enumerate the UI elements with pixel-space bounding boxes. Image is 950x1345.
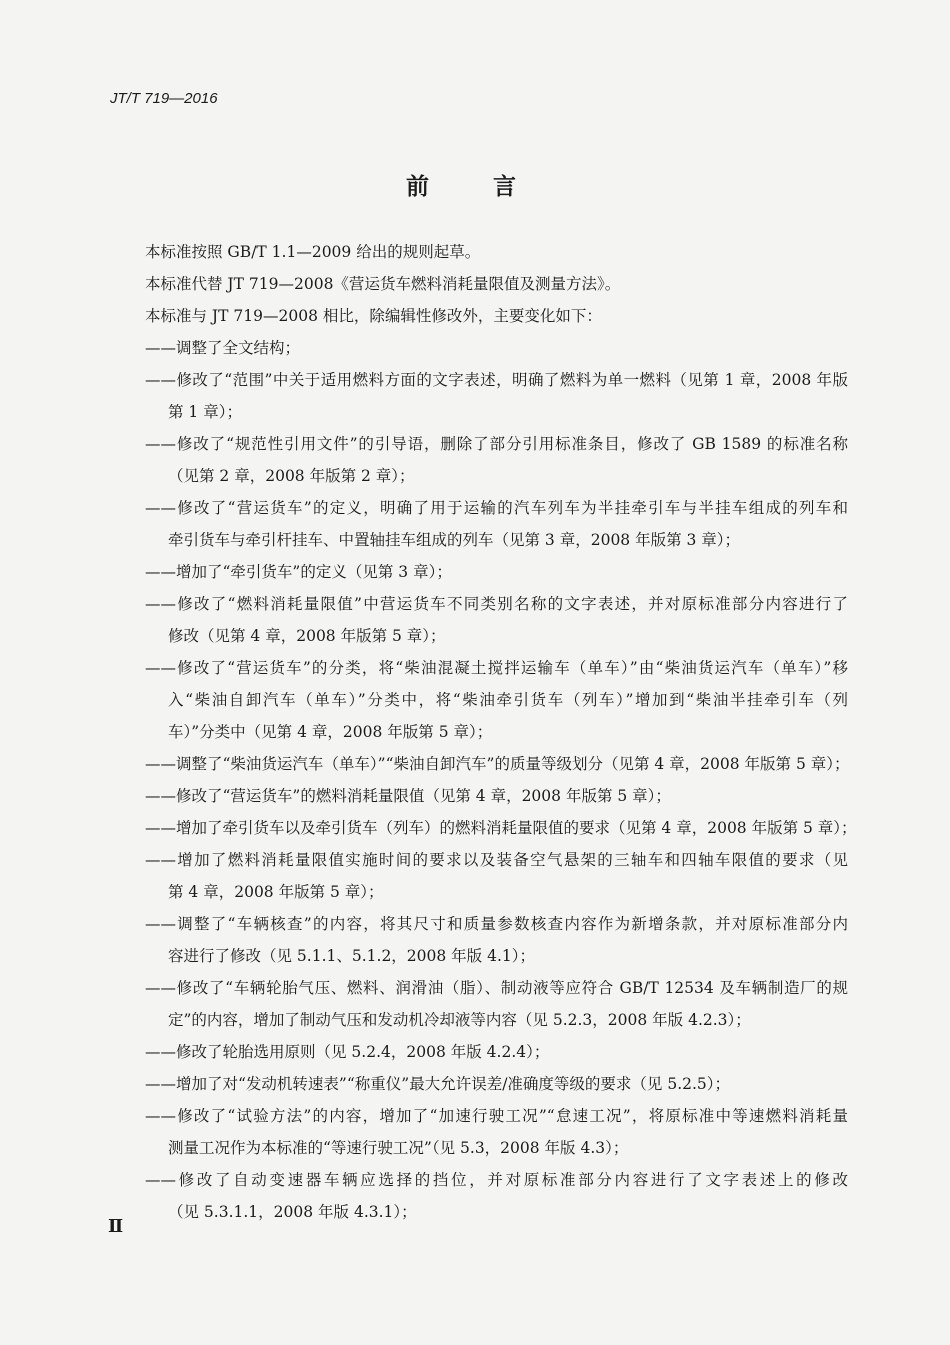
change-list-item-line: ——修改了“规范性引用文件”的引导语，删除了部分引用标准条目，修改了 GB 1589 的标准名称 bbox=[145, 435, 848, 453]
change-list-item-line: ——修改了“车辆轮胎气压、燃料、润滑油（脂）、制动液等应符合 GB/T 12534 及车辆制造厂的规 bbox=[145, 979, 848, 997]
intro-paragraph: 本标准代替 JT 719—2008《营运货车燃料消耗量限值及测量方法》。 bbox=[145, 275, 621, 293]
change-list-item-line: 牵引货车与牵引杆挂车、中置轴挂车组成的列车（见第 3 章，2008 年版第 3 章）； bbox=[168, 531, 741, 549]
change-list-item-line: （见第 2 章，2008 年版第 2 章）； bbox=[168, 467, 415, 485]
change-list-item-line: ——调整了“柴油货运汽车（单车）”“柴油自卸汽车”的质量等级划分（见第 4 章，2008 年版第 5 章）； bbox=[145, 755, 850, 773]
change-list-item-line: 第 1 章）； bbox=[168, 403, 242, 421]
change-list-item-line: ——修改了“试验方法”的内容，增加了“加速行驶工况”“怠速工况”，将原标准中等速燃料消耗量 bbox=[145, 1107, 848, 1125]
change-list-item-line: 修改（见第 4 章，2008 年版第 5 章）； bbox=[168, 627, 446, 645]
change-list-item-line: ——修改了“范围”中关于适用燃料方面的文字表述，明确了燃料为单一燃料（见第 1 章，2008 年版 bbox=[145, 371, 848, 389]
section-title: 前 言 bbox=[405, 174, 544, 200]
change-list-item-line: 入“柴油自卸汽车（单车）”分类中，将“柴油牵引货车（列车）”增加到“柴油半挂牵引车（列 bbox=[168, 691, 848, 709]
page-number: Ⅱ bbox=[108, 1216, 124, 1237]
change-list-item-line: ——调整了全文结构； bbox=[145, 339, 301, 357]
change-list-item-line: ——增加了牵引货车以及牵引货车（列车）的燃料消耗量限值的要求（见第 4 章，2008 年版第 5 章）； bbox=[145, 819, 857, 837]
change-list-item-line: 容进行了修改（见 5.1.1、5.1.2，2008 年版 4.1）； bbox=[168, 947, 536, 965]
change-list-item-line: 车）”分类中（见第 4 章，2008 年版第 5 章）； bbox=[168, 723, 493, 741]
change-list-item-line: 定”的内容，增加了制动气压和发动机冷却液等内容（见 5.2.3，2008 年版 4.2.3）； bbox=[168, 1011, 751, 1029]
change-list-item-line: ——修改了自动变速器车辆应选择的挡位，并对原标准部分内容进行了文字表述上的修改 bbox=[145, 1171, 848, 1189]
change-list-item-line: ——增加了燃料消耗量限值实施时间的要求以及装备空气悬架的三轴车和四轴车限值的要求（见 bbox=[145, 851, 848, 869]
change-list-item-line: ——修改了“营运货车”的燃料消耗量限值（见第 4 章，2008 年版第 5 章）； bbox=[145, 787, 671, 805]
change-list-item-line: ——修改了“营运货车”的分类，将“柴油混凝土搅拌运输车（单车）”由“柴油货运汽车（单车）”移 bbox=[145, 659, 848, 677]
change-list-item-line: （见 5.3.1.1，2008 年版 4.3.1）； bbox=[168, 1203, 417, 1221]
change-list-item-line: 测量工况作为本标准的“等速行驶工况”（见 5.3，2008 年版 4.3）； bbox=[168, 1139, 629, 1157]
change-list-item-line: ——增加了对“发动机转速表”“称重仪”最大允许误差/准确度等级的要求（见 5.2.5）； bbox=[145, 1075, 731, 1093]
change-list-item-line: ——修改了“营运货车”的定义，明确了用于运输的汽车列车为半挂牵引车与半挂车组成的列车和 bbox=[145, 499, 848, 517]
intro-paragraph: 本标准按照 GB/T 1.1—2009 给出的规则起草。 bbox=[145, 243, 481, 261]
change-list-item-line: ——修改了“燃料消耗量限值”中营运货车不同类别名称的文字表述，并对原标准部分内容进行了 bbox=[145, 595, 848, 613]
change-list-item-line: 第 4 章，2008 年版第 5 章）； bbox=[168, 883, 384, 901]
change-list-item-line: ——修改了轮胎选用原则（见 5.2.4，2008 年版 4.2.4）； bbox=[145, 1043, 550, 1061]
document-code-header: JT/T 719—2016 bbox=[110, 90, 218, 107]
change-list-item-line: ——调整了“车辆核查”的内容，将其尺寸和质量参数核查内容作为新增条款，并对原标准部分内 bbox=[145, 915, 848, 933]
intro-paragraph: 本标准与 JT 719—2008 相比，除编辑性修改外，主要变化如下： bbox=[145, 307, 602, 325]
change-list-item-line: ——增加了“牵引货车”的定义（见第 3 章）； bbox=[145, 563, 452, 581]
